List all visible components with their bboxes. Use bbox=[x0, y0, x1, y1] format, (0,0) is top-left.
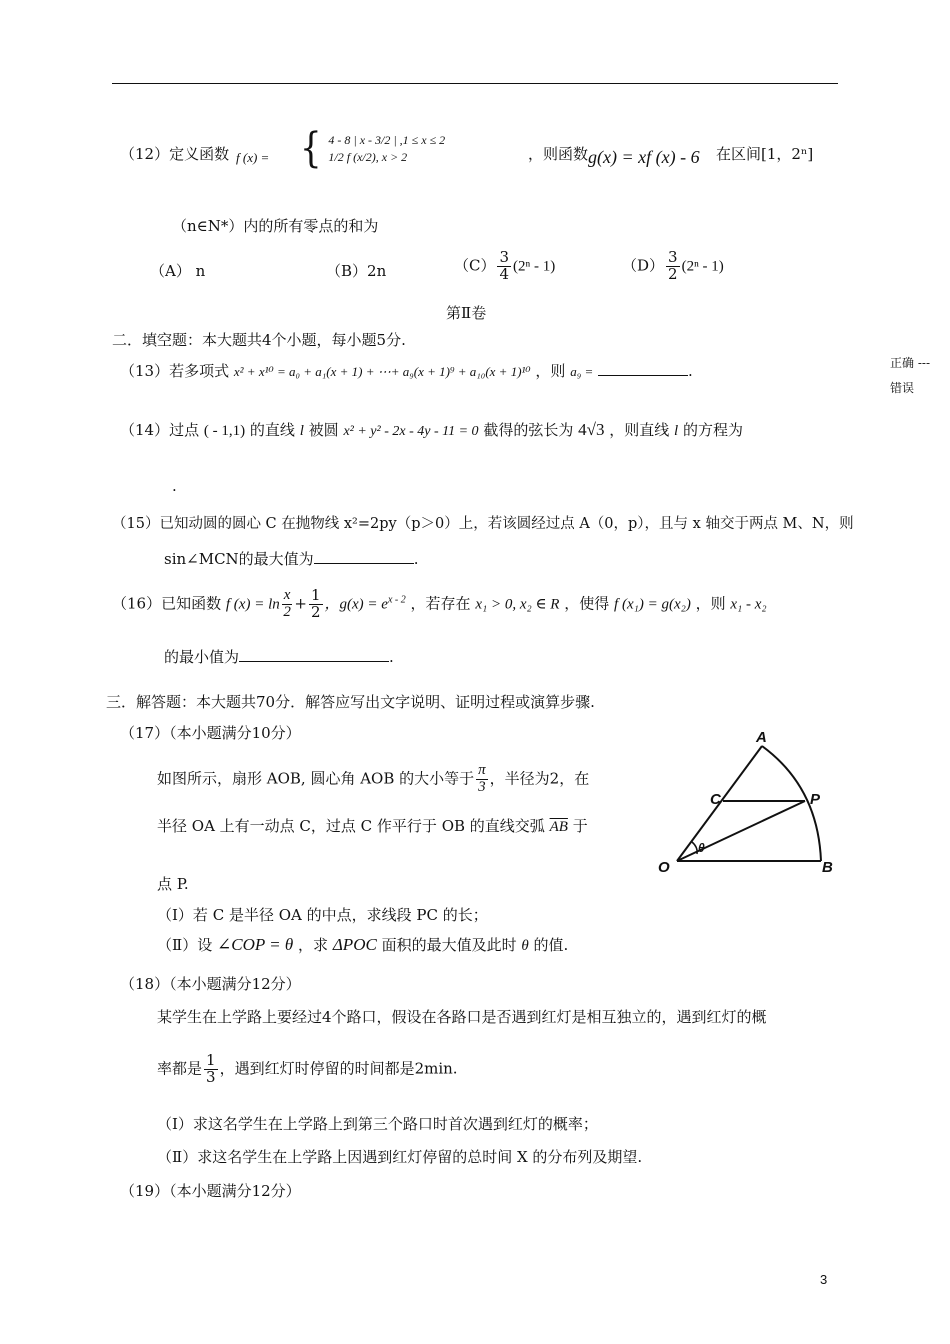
q16: （16）已知函数 f (x) = ln $\frac{x}{2}$ + $\frac{1}{2}$ ，$g(x) = e^{x - 2}$ ，若存在 x₁ > 0, x₂ ∈ R ，使得 f (x₁) = g(x₂) ，则 x₁ - x₂ bbox=[112, 586, 767, 621]
q12-brace: { bbox=[300, 125, 322, 173]
q12-option-d: （D） $\frac{3}{2}$ (2ⁿ - 1) bbox=[622, 248, 724, 283]
q15-answer-blank[interactable] bbox=[314, 563, 414, 564]
q15-line1: （15）已知动圆的圆心 C 在抛物线 x²=2py（p＞0）上，若该圆经过点 A（0，p），且与 x 轴交于两点 M、N，则 bbox=[112, 516, 854, 532]
label-theta: θ bbox=[698, 841, 705, 855]
side-correct: 正确 --- bbox=[890, 356, 930, 370]
q17-head: （17）（本小题满分10分） bbox=[120, 724, 301, 742]
header-rule bbox=[112, 83, 838, 84]
q18-line2: 率都是 $\frac{1}{3}$ ，遇到红灯时停留的时间都是2min. bbox=[157, 1051, 458, 1086]
q18-part1: （Ⅰ）求这名学生在上学路上到第三个路口时首次遇到红灯的概率； bbox=[157, 1115, 598, 1133]
section-3-heading: 三．解答题：本大题共70分．解答应写出文字说明、证明过程或演算步骤. bbox=[106, 693, 595, 711]
label-p: P bbox=[810, 791, 821, 808]
q13-answer-blank[interactable] bbox=[598, 375, 688, 376]
page-number: 3 bbox=[820, 1272, 828, 1287]
label-c: C bbox=[710, 791, 721, 808]
q13: （13）若多项式 x² + x¹⁰ = a₀ + a₁(x + 1) + ⋯+ a₉(x + 1)⁹ + a₁₀(x + 1)¹⁰ ，则 a₉ = . bbox=[120, 362, 693, 380]
q12-piecewise bbox=[300, 125, 446, 173]
part-2-title: 第Ⅱ卷 bbox=[446, 304, 487, 322]
side-wrong: 错误 bbox=[890, 381, 915, 395]
label-b: B bbox=[822, 859, 833, 876]
label-a: A bbox=[756, 732, 767, 746]
q17-line2: 半径 OA 上有一动点 C，过点 C 作平行于 OB 的直线交弧 $\overline{AB}$ 于 bbox=[157, 817, 588, 835]
section-2-heading: 二．填空题：本大题共4个小题，每小题5分. bbox=[112, 331, 406, 349]
q17-part1: （Ⅰ）若 C 是半径 OA 的中点，求线段 PC 的长； bbox=[157, 906, 488, 924]
q19-head: （19）（本小题满分12分） bbox=[120, 1182, 301, 1200]
q18-line1: 某学生在上学路上要经过4个路口，假设在各路口是否遇到红灯是相互独立的，遇到红灯的概 bbox=[157, 1008, 767, 1026]
label-o: O bbox=[658, 859, 670, 876]
q12-option-c: （C） $\frac{3}{4}$ (2ⁿ - 1) bbox=[454, 248, 556, 283]
q12-then: ，则函数 bbox=[528, 145, 589, 163]
q14-blank-end: . bbox=[172, 477, 177, 495]
q15-line2: sin∠MCN的最大值为 . bbox=[164, 550, 419, 568]
q17-line1: 如图所示，扇形 AOB, 圆心角 AOB 的大小等于 $\frac{\pi}{3}$ ，半径为2，在 bbox=[157, 762, 590, 795]
q12-option-b: （B）2n bbox=[326, 262, 387, 280]
q12-line2: （n∈N*）内的所有零点的和为 bbox=[172, 217, 379, 235]
q12-piece-2: 1/2 f (x/2), x > 2 bbox=[328, 150, 408, 164]
segment-op bbox=[677, 801, 805, 861]
q12-piece-1: 4 - 8 | x - 3/2 | ,1 ≤ x ≤ 2 bbox=[328, 133, 446, 148]
arc-ab: $\overline{AB}$ bbox=[549, 819, 568, 835]
q12-option-a: （A） n bbox=[150, 262, 206, 280]
q12-f-lhs: f (x) = bbox=[236, 150, 270, 165]
q16-answer-blank[interactable] bbox=[239, 661, 389, 662]
q16-line2: 的最小值为 . bbox=[164, 648, 394, 666]
q12-g-def: g(x) = xf (x) - 6 bbox=[588, 147, 700, 167]
sector-figure bbox=[650, 732, 850, 882]
q18-part2: （Ⅱ）求这名学生在上学路上因遇到红灯停留的总时间 X 的分布列及期望. bbox=[157, 1148, 643, 1166]
q17-line3: 点 P. bbox=[157, 875, 189, 893]
q12-interval: 在区间[1，2ⁿ] bbox=[716, 145, 814, 163]
q12-label: （12）定义函数 bbox=[120, 145, 230, 163]
q14: （14）过点 ( - 1,1) 的直线 l 被圆 x² + y² - 2x - 4y - 11 = 0 截得的弦长为 4√3 ，则直线 l 的方程为 bbox=[120, 420, 744, 439]
q18-head: （18）（本小题满分12分） bbox=[120, 975, 301, 993]
q17-part2: （Ⅱ）设 ∠COP = θ ，求 ΔPOC 面积的最大值及此时 θ 的值. bbox=[157, 935, 569, 954]
